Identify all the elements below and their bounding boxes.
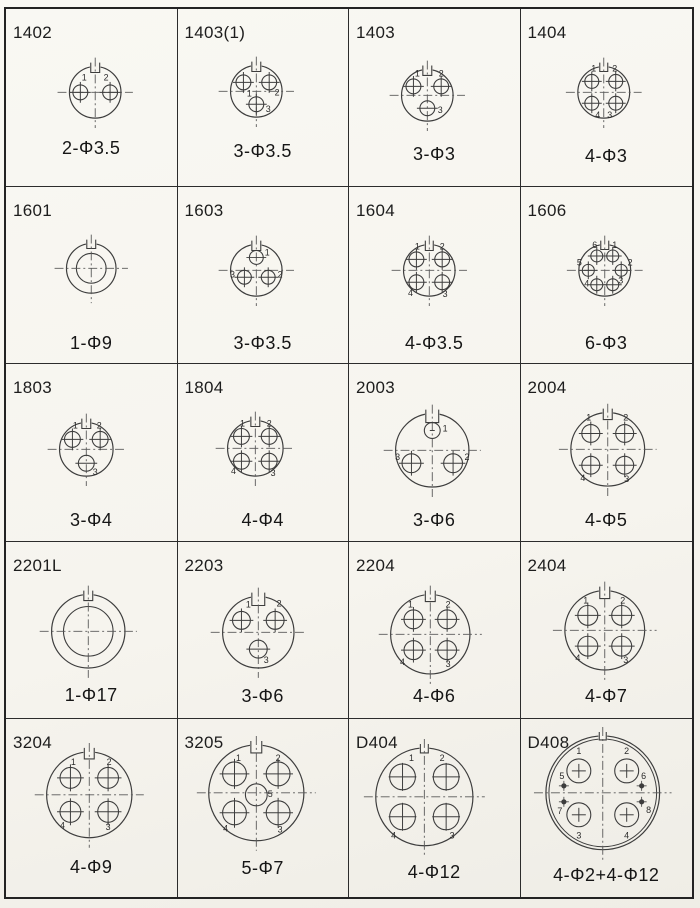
pin-number: 2	[439, 753, 445, 764]
pin-number: 3	[270, 468, 276, 479]
pin-number: 1	[72, 420, 78, 431]
pin-number: 1	[575, 746, 581, 757]
pin-contact	[219, 798, 249, 834]
model-number: 2201L	[13, 555, 62, 575]
connector-cell-1603	[178, 187, 350, 365]
pin-number: 3	[92, 467, 98, 478]
pin-number: 4	[574, 652, 580, 663]
pin-contact	[389, 753, 417, 791]
model-number: 1803	[13, 378, 53, 398]
pin-number: 8	[645, 805, 651, 816]
connector-cell-1601	[6, 187, 178, 365]
pin-number: 3	[606, 110, 612, 121]
pin-contact	[432, 803, 460, 841]
pin-number: 3	[263, 654, 269, 665]
pin-contact	[566, 803, 590, 841]
pin-contact	[230, 267, 254, 287]
connector-cell-1803	[6, 364, 178, 542]
connector-cell-1606	[521, 187, 693, 365]
pin-contact	[89, 421, 111, 451]
pin-contact	[245, 784, 272, 806]
pin-spec: 4-Φ5	[585, 510, 628, 531]
pin-contact	[566, 746, 590, 783]
pin-contact	[417, 101, 443, 116]
pin-contact	[578, 413, 602, 446]
pin-number: 3	[265, 104, 271, 115]
model-number: 1603	[184, 200, 224, 220]
pin-number: 3	[623, 474, 629, 485]
model-number: 1604	[356, 200, 396, 220]
connector-cell-2003	[349, 364, 521, 542]
pin-contact	[612, 453, 636, 484]
pin-number: 6	[591, 239, 597, 250]
pin-number: 1	[264, 247, 270, 258]
pin-contact	[441, 451, 470, 476]
pin-contact	[258, 267, 282, 287]
connector-cell-2203	[178, 542, 350, 720]
connector-pinout-table	[4, 7, 694, 899]
pin-contact	[432, 753, 460, 791]
pin-number: 2	[274, 87, 280, 98]
connector-cell-14031	[178, 9, 350, 187]
pin-contact	[574, 633, 600, 663]
pin-number: 3	[395, 452, 401, 463]
pin-number: 1	[590, 63, 596, 74]
pin-number: 2	[445, 599, 451, 610]
pin-contact	[400, 638, 426, 667]
pin-number: 5	[558, 771, 564, 782]
model-number: 1403(1)	[184, 23, 246, 42]
pin-number: 4	[391, 831, 397, 842]
pin-contact	[431, 68, 452, 96]
model-number: 2204	[356, 555, 396, 575]
model-number: 1404	[527, 23, 567, 42]
pin-contact	[578, 453, 602, 483]
model-number: 1606	[527, 200, 567, 220]
pin-spec: 3-Φ6	[413, 510, 456, 531]
model-number: 1804	[184, 378, 224, 398]
connector-cell-d408	[521, 719, 693, 897]
pin-number: 4	[623, 831, 629, 842]
pin-spec: 1-Φ17	[64, 684, 118, 705]
pin-contact	[258, 451, 280, 479]
connector-cell-3204	[6, 719, 178, 897]
pin-number: 2	[266, 418, 272, 429]
pin-number: 5	[267, 789, 273, 800]
connector-cell-1403	[349, 9, 521, 187]
pin-spec: 3-Φ3	[413, 144, 456, 164]
connector-cell-2004	[521, 364, 693, 542]
pin-contact	[258, 419, 280, 448]
pin-number: 1	[582, 595, 588, 606]
pin-number: 2	[96, 420, 102, 431]
pin-number: 2	[438, 68, 444, 79]
pin-number: 1	[246, 88, 252, 99]
pin-number: 4	[583, 278, 589, 289]
pin-number: 3	[105, 822, 111, 833]
pin-number: 2	[622, 412, 628, 423]
pin-spec: 4-Φ12	[407, 862, 461, 883]
model-number: 2003	[356, 378, 396, 398]
connector-cell-1404	[521, 9, 693, 187]
pin-contact	[229, 599, 253, 632]
pin-number: 3	[442, 288, 448, 299]
pin-number: 3	[622, 654, 628, 665]
model-number: D408	[527, 733, 570, 753]
pin-contact	[389, 803, 417, 841]
pin-number: 2	[619, 595, 625, 606]
pin-contact	[605, 93, 625, 120]
pin-contact	[263, 798, 293, 835]
pin-number: 1	[407, 599, 413, 610]
pin-number: 4	[222, 824, 228, 835]
pin-spec: 3-Φ3.5	[233, 332, 292, 353]
connector-cell-1804	[178, 364, 350, 542]
pin-number: 1	[442, 423, 448, 434]
pin-contact	[581, 64, 601, 92]
pin-number: 4	[407, 287, 413, 298]
pin-spec: 4-Φ9	[70, 857, 113, 878]
pin-number: 2	[103, 72, 109, 83]
pin-number: 2	[276, 598, 282, 609]
model-number: 1402	[13, 23, 53, 42]
pin-number: 1	[408, 753, 414, 764]
pin-number: 1	[81, 72, 87, 83]
pin-number: 1	[245, 599, 251, 610]
pin-spec: 1-Φ9	[70, 332, 113, 353]
pin-spec: 6-Φ3	[585, 332, 628, 353]
pin-contact	[70, 72, 91, 102]
pin-number: 1	[414, 241, 420, 252]
pin-contact	[395, 451, 424, 476]
pin-number: 3	[277, 825, 283, 836]
pin-contact	[62, 421, 84, 451]
pin-number: 4	[594, 110, 600, 121]
pin-contact	[403, 68, 424, 96]
model-number: 2203	[184, 555, 224, 575]
pin-number: 4	[60, 821, 65, 832]
pin-contact	[614, 803, 638, 841]
connector-cell-1402	[6, 9, 178, 187]
model-number: 3204	[13, 733, 53, 753]
pin-number: 1	[235, 753, 241, 764]
pin-number: 5	[576, 256, 582, 267]
pin-number: 7	[556, 806, 562, 817]
pin-contact	[100, 72, 121, 102]
pin-contact	[581, 93, 601, 120]
pin-number: 2	[277, 268, 283, 279]
model-number: 3205	[184, 733, 224, 753]
pin-number: 4	[400, 656, 406, 667]
pin-spec: 4-Φ7	[585, 685, 628, 706]
pin-contact	[612, 413, 636, 446]
connector-cell-2201l	[6, 542, 178, 720]
pin-number: 3	[445, 658, 451, 669]
pin-spec: 3-Φ6	[241, 685, 284, 706]
pin-spec: 4-Φ4	[241, 510, 284, 531]
model-number: 2404	[527, 555, 567, 575]
model-number: 2004	[527, 378, 567, 398]
pin-number: 3	[437, 105, 443, 116]
pin-number: 2	[439, 241, 445, 252]
connector-cell-2204	[349, 542, 521, 720]
pin-number: 4	[579, 473, 585, 484]
connector-cell-1604	[349, 187, 521, 365]
pin-spec: 4-Φ3.5	[405, 332, 464, 353]
model-number: 1403	[356, 23, 396, 42]
pin-number: 2	[275, 753, 281, 764]
pin-number: 1	[414, 68, 420, 79]
pin-number: 3	[617, 275, 623, 286]
pin-contact	[263, 598, 287, 632]
pin-spec: 4-Φ3	[585, 146, 628, 166]
pin-spec: 2-Φ3.5	[62, 138, 121, 158]
pin-contact	[57, 799, 84, 831]
pin-contact	[424, 423, 447, 439]
pin-spec: 5-Φ7	[241, 858, 284, 879]
connector-cell-3205	[178, 719, 350, 897]
model-number: 1601	[13, 200, 53, 220]
pin-number: 1	[70, 757, 76, 768]
pin-number: 1	[585, 412, 591, 423]
pin-contact	[406, 271, 427, 297]
pin-number: 1	[239, 418, 245, 429]
pin-number: 2	[627, 256, 633, 267]
pin-number: 2	[464, 452, 470, 463]
pin-number: 2	[623, 746, 629, 757]
pin-contact	[584, 275, 605, 293]
pin-spec: 4-Φ6	[413, 685, 456, 706]
pin-number: 1	[611, 239, 617, 250]
pin-contact	[230, 419, 252, 448]
pin-contact	[605, 64, 625, 92]
pin-number: 4	[230, 466, 236, 477]
pin-number: 3	[575, 831, 581, 842]
pin-number: 2	[106, 757, 112, 768]
pin-spec: 4-Φ2+4-Φ12	[553, 865, 660, 886]
connector-cell-d404	[349, 719, 521, 897]
pin-number: 3	[229, 268, 235, 279]
pin-number: 2	[611, 63, 617, 74]
pin-number: 3	[449, 831, 455, 842]
pin-spec: 3-Φ3.5	[233, 141, 292, 161]
connector-cell-2404	[521, 542, 693, 720]
model-number: D404	[356, 733, 398, 753]
pin-number: 6	[640, 771, 646, 782]
pin-contact	[614, 746, 638, 783]
pin-spec: 3-Φ4	[70, 510, 113, 531]
